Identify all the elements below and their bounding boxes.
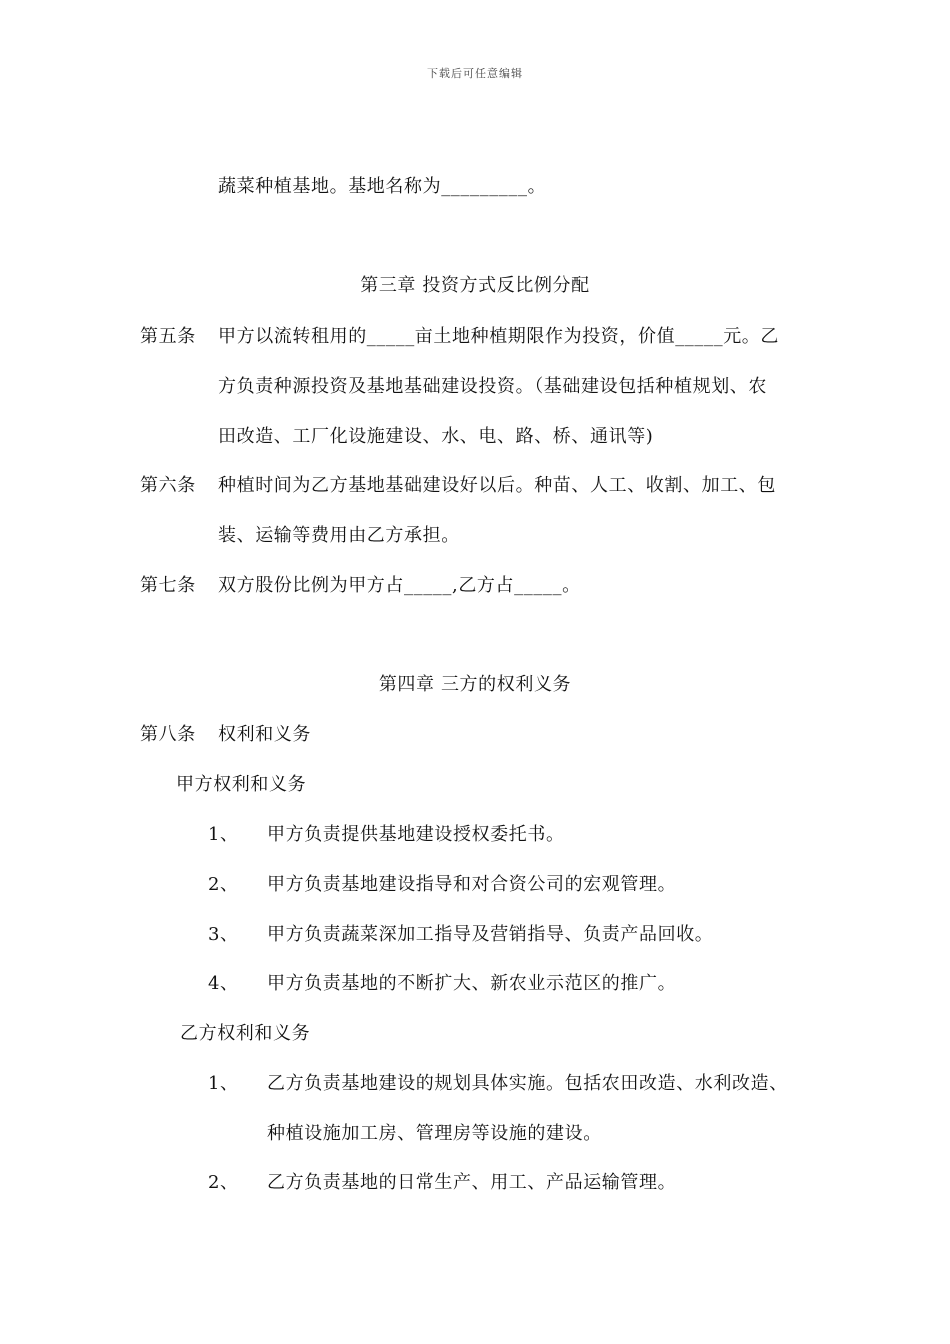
article-6-line-1: 种植时间为乙方基地基础建设好以后。种苗、人工、收割、加工、包 [218,475,776,496]
party-b-item-2-num: 2、 [208,1172,239,1193]
article-5-line-2: 方负责种源投资及基地基础建设投资。（基础建设包括种植规划、农 [218,376,767,397]
party-b-heading: 乙方权利和义务 [180,1023,311,1044]
party-b-item-1-continued: 种植设施加工房、管理房等设施的建设。 [267,1123,602,1144]
party-b-item-2-text: 乙方负责基地的日常生产、用工、产品运输管理。 [267,1172,677,1193]
article-8-label: 第八条 [140,724,196,745]
party-a-heading: 甲方权利和义务 [176,774,307,795]
article-6-label: 第六条 [140,475,196,496]
party-a-item-3-text: 甲方负责蔬菜深加工指导及营销指导、负责产品回收。 [267,924,714,945]
party-a-item-2-text: 甲方负责基地建设指导和对合资公司的宏观管理。 [267,874,677,895]
chapter-3-title: 第三章 投资方式反比例分配 [360,275,590,296]
chapter-4-title: 第四章 三方的权利义务 [378,674,572,695]
party-a-item-1-num: 1、 [208,824,239,845]
article-8-text: 权利和义务 [218,724,311,745]
party-b-item-1-text: 乙方负责基地建设的规划具体实施。包括农田改造、水利改造、 [267,1073,788,1094]
party-a-item-4-num: 4、 [208,973,239,994]
article-7-label: 第七条 [140,575,196,596]
article-6-line-2: 装、运输等费用由乙方承担。 [218,525,460,546]
party-a-item-1-text: 甲方负责提供基地建设授权委托书。 [267,824,565,845]
party-a-item-4-text: 甲方负责基地的不断扩大、新农业示范区的推广。 [267,973,677,994]
article-5-line-3: 田改造、工厂化设施建设、水、电、路、桥、通讯等) [218,426,654,447]
article-5-line-1: 甲方以流转租用的_____亩土地种植期限作为投资，价值_____元。乙 [218,326,779,347]
party-b-item-1-num: 1、 [208,1073,239,1094]
article-7-line-1: 双方股份比例为甲方占_____,乙方占_____。 [218,575,581,596]
page-header-note: 下载后可任意编辑 [427,67,523,80]
party-a-item-3-num: 3、 [208,924,239,945]
party-a-item-2-num: 2、 [208,874,239,895]
article-5-label: 第五条 [140,326,196,347]
intro-line: 蔬菜种植基地。基地名称为_________。 [218,176,547,197]
